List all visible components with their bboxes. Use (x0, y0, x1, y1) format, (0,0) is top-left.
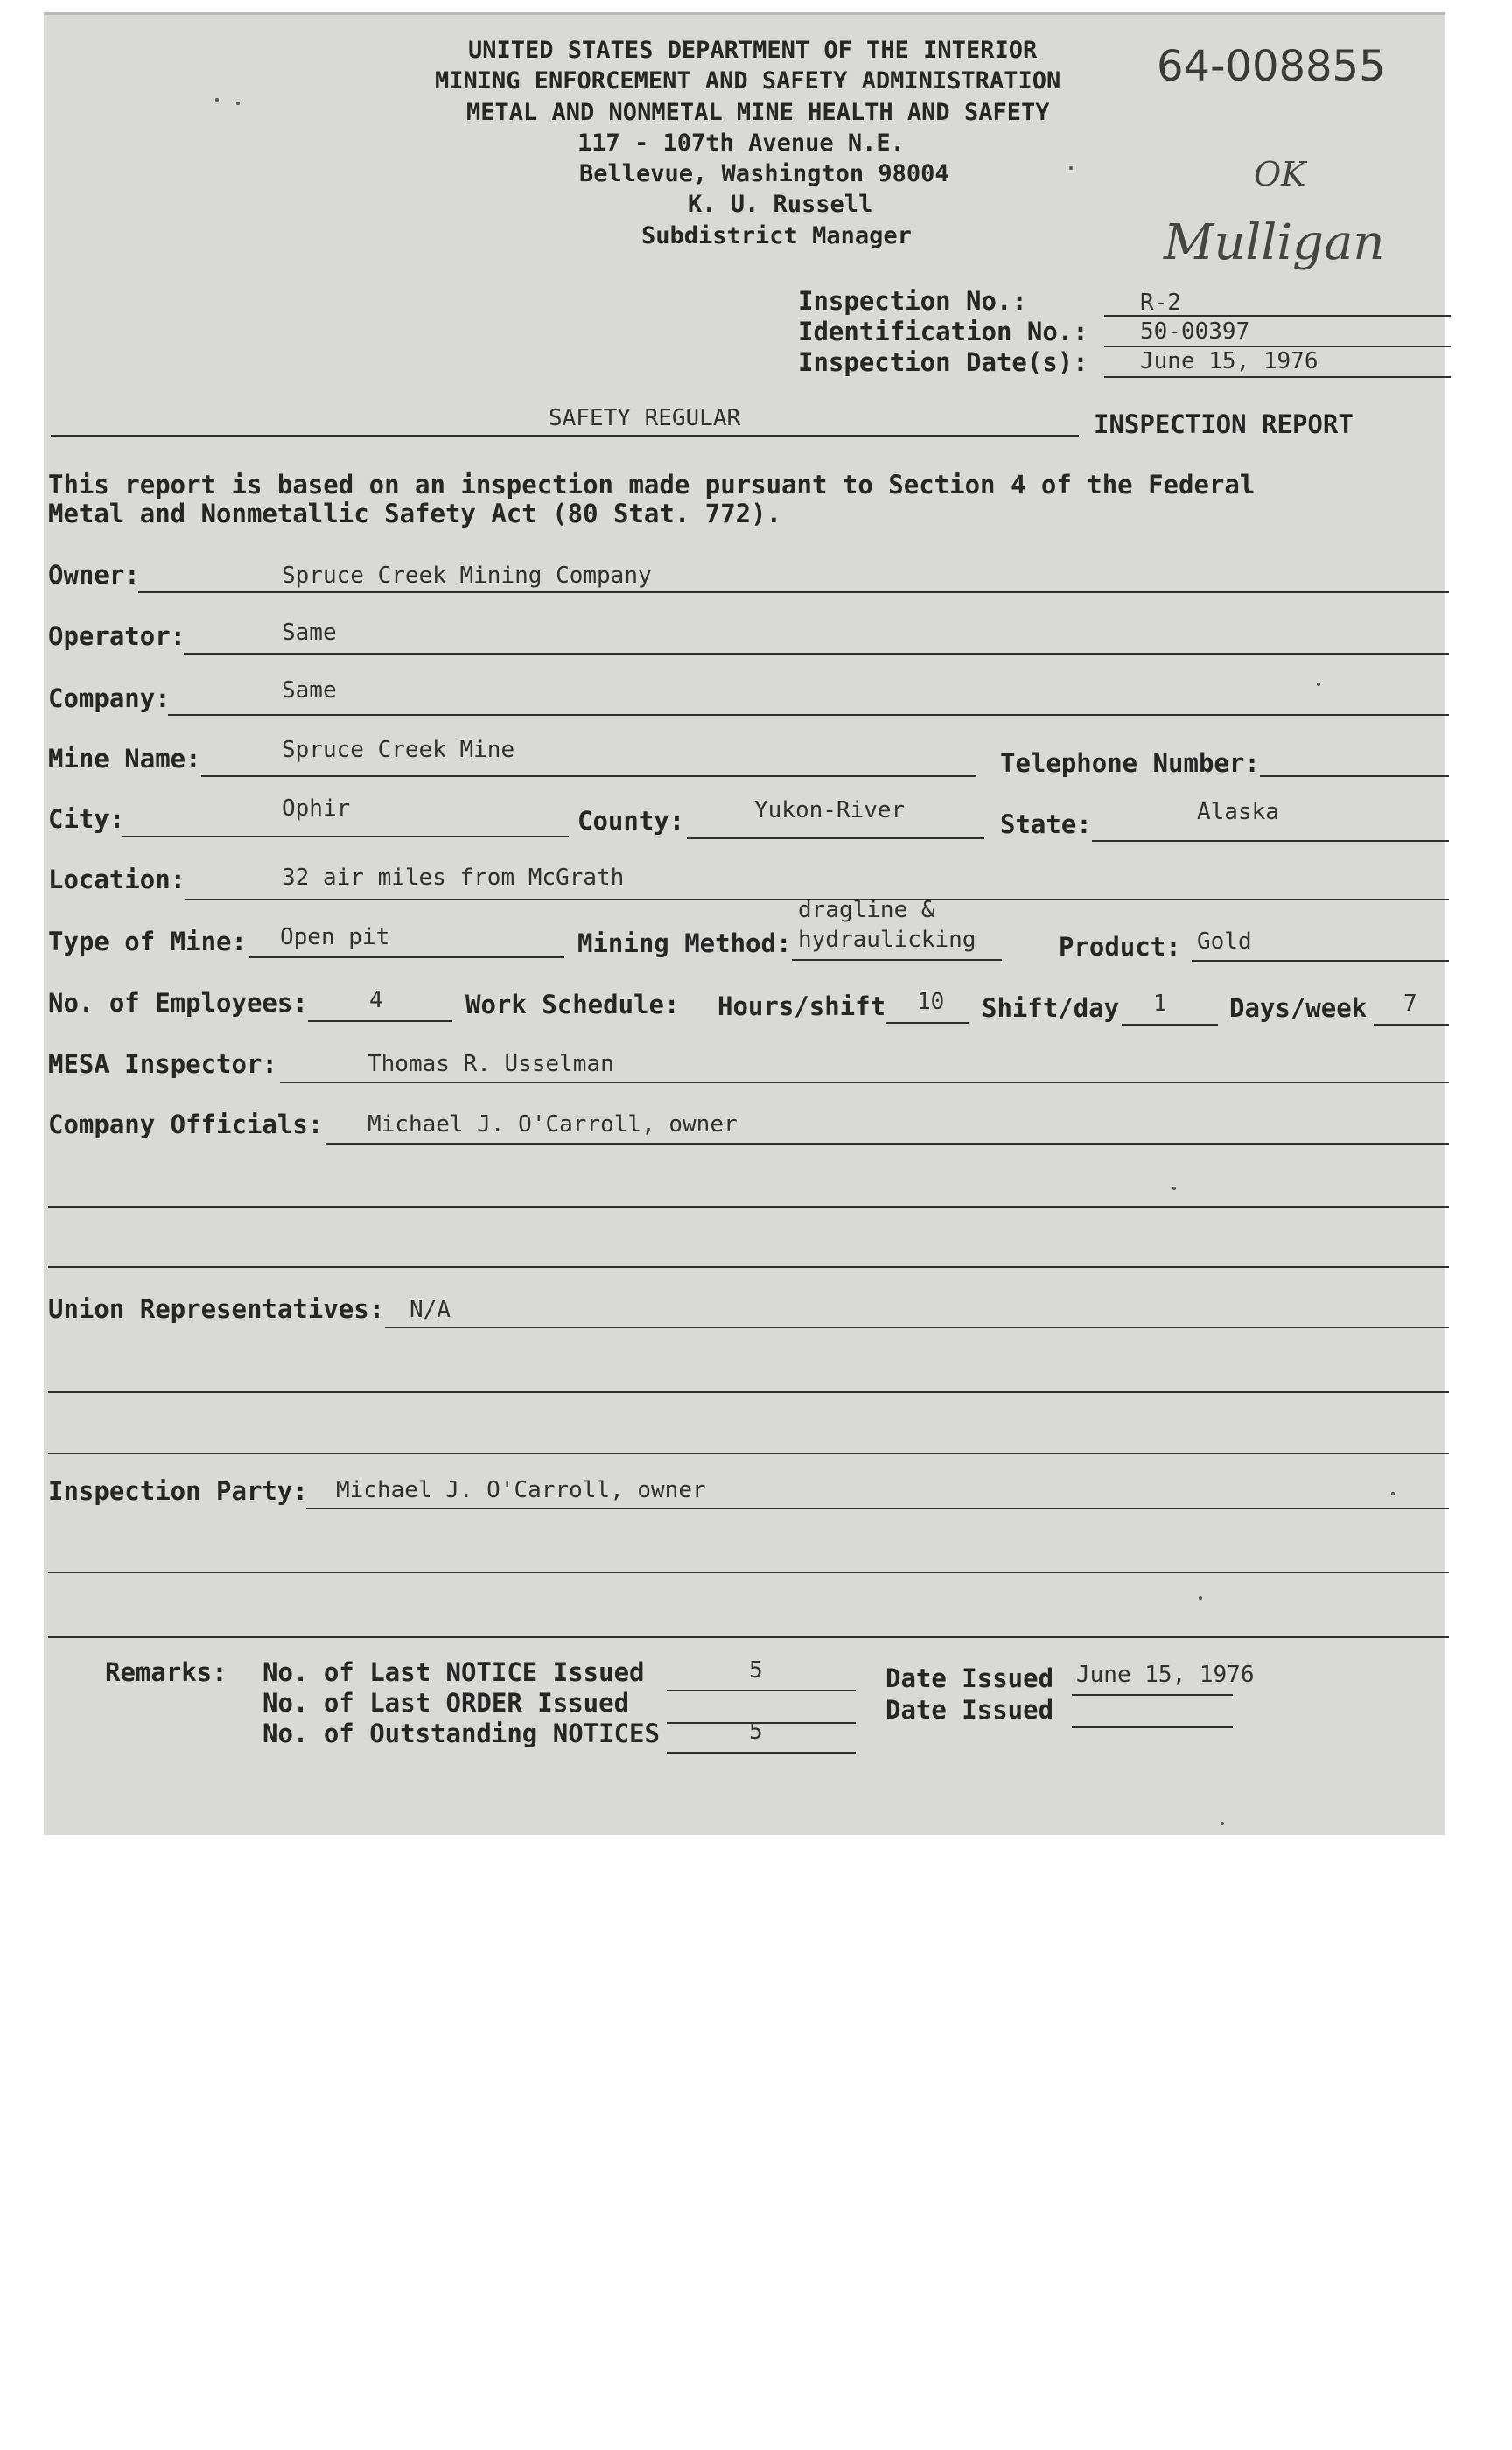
header-line-administration: MINING ENFORCEMENT AND SAFETY ADMINISTRATION (435, 67, 1061, 94)
report-type-line (51, 435, 1079, 437)
scan-speck (1391, 1492, 1395, 1495)
county-label: County: (578, 806, 685, 836)
scan-speck (236, 102, 240, 105)
shifts-per-day-value: 1 (1153, 990, 1167, 1017)
company-label: Company: (48, 683, 171, 713)
handwritten-name: Mulligan (1164, 214, 1385, 271)
header-line-department: UNITED STATES DEPARTMENT OF THE INTERIOR (468, 37, 1038, 64)
last-notice-line (667, 1690, 856, 1691)
outstanding-notices-label: No. of Outstanding NOTICES (262, 1718, 660, 1748)
county-line (687, 837, 984, 839)
scan-speck (215, 98, 219, 102)
header-line-city: Bellevue, Washington 98004 (579, 160, 949, 187)
inspection-party-value: Michael J. O'Carroll, owner (336, 1477, 706, 1503)
days-per-week-value: 7 (1404, 990, 1418, 1017)
hours-per-shift-label: Hours/shift (718, 991, 886, 1021)
employees-label: No. of Employees: (48, 988, 308, 1018)
inspection-date-value: June 15, 1976 (1140, 348, 1319, 374)
last-notice-label: No. of Last NOTICE Issued (262, 1657, 645, 1687)
header-line-manager-name: K. U. Russell (688, 191, 873, 218)
product-value: Gold (1197, 928, 1252, 955)
scan-speck (1221, 1822, 1224, 1825)
handwritten-document-number: 64-008855 (1157, 42, 1386, 91)
type-of-mine-value: Open pit (280, 924, 390, 950)
scan-speck (1069, 166, 1073, 170)
state-value: Alaska (1197, 799, 1279, 825)
product-line (1192, 960, 1449, 962)
hours-per-shift-line (886, 1022, 969, 1024)
company-officials-value: Michael J. O'Carroll, owner (368, 1111, 738, 1138)
intro-text-line-2: Metal and Nonmetallic Safety Act (80 Stat. 772). (48, 499, 782, 528)
handwritten-ok: OK (1254, 155, 1306, 193)
outstanding-notices-value: 5 (749, 1718, 763, 1745)
union-representatives-value: N/A (410, 1297, 451, 1323)
owner-line (138, 592, 1449, 593)
state-label: State: (1000, 809, 1092, 839)
identification-number-line (1104, 346, 1451, 347)
mesa-inspector-line (280, 1082, 1449, 1083)
mine-name-label: Mine Name: (48, 744, 201, 774)
city-line (122, 836, 569, 837)
operator-label: Operator: (48, 621, 186, 651)
type-of-mine-label: Type of Mine: (48, 927, 247, 956)
owner-label: Owner: (48, 560, 140, 590)
header-line-address: 117 - 107th Avenue N.E. (578, 130, 905, 157)
inspection-party-line (306, 1508, 1449, 1509)
order-date-issued-line (1072, 1726, 1233, 1728)
scan-speck (1172, 1186, 1176, 1190)
telephone-line (1260, 775, 1449, 777)
mesa-inspector-label: MESA Inspector: (48, 1049, 277, 1079)
hours-per-shift-value: 10 (917, 989, 945, 1015)
product-label: Product: (1059, 932, 1181, 962)
company-officials-label: Company Officials: (48, 1110, 324, 1139)
mine-name-line (201, 775, 976, 777)
union-representatives-line-2 (48, 1391, 1449, 1393)
order-date-issued-label: Date Issued (886, 1695, 1054, 1725)
identification-number-value: 50-00397 (1140, 318, 1250, 345)
report-type: SAFETY REGULAR (549, 405, 741, 431)
remarks-label: Remarks: (105, 1657, 228, 1687)
mining-method-value-line-1: dragline & (798, 897, 935, 923)
last-order-label: No. of Last ORDER Issued (262, 1688, 630, 1718)
outstanding-notices-line (667, 1752, 856, 1754)
shifts-per-day-label: Shift/day (982, 993, 1120, 1023)
last-notice-value: 5 (749, 1657, 763, 1684)
notice-date-issued-label: Date Issued (886, 1663, 1054, 1693)
inspection-number-label: Inspection No.: (798, 286, 1027, 316)
mining-method-line (792, 959, 1002, 961)
identification-number-label: Identification No.: (798, 317, 1088, 346)
inspection-number-value: R-2 (1140, 290, 1181, 316)
employees-line (308, 1020, 452, 1022)
company-officials-line-2 (48, 1206, 1449, 1208)
company-value: Same (282, 677, 337, 704)
inspection-party-label: Inspection Party: (48, 1476, 308, 1506)
report-title: INSPECTION REPORT (1094, 410, 1354, 439)
intro-text-line-1: This report is based on an inspection made pursuant to Section 4 of the Federal (48, 470, 1256, 500)
scan-speck (1199, 1596, 1202, 1600)
inspection-date-label: Inspection Date(s): (798, 347, 1088, 377)
notice-date-issued-value: June 15, 1976 (1076, 1662, 1255, 1688)
city-value: Ophir (282, 795, 351, 822)
days-per-week-line (1374, 1024, 1449, 1026)
city-label: City: (48, 804, 125, 834)
company-line (168, 714, 1449, 716)
location-value: 32 air miles from McGrath (282, 864, 625, 891)
header-line-division: METAL AND NONMETAL MINE HEALTH AND SAFETY (466, 99, 1050, 126)
operator-line (184, 653, 1449, 654)
mine-name-value: Spruce Creek Mine (282, 737, 515, 763)
union-representatives-line (385, 1326, 1449, 1328)
inspection-date-line (1104, 376, 1451, 378)
work-schedule-label: Work Schedule: (466, 990, 680, 1019)
state-line (1092, 840, 1449, 842)
mesa-inspector-value: Thomas R. Usselman (368, 1051, 614, 1077)
company-officials-line-3 (48, 1266, 1449, 1268)
county-value: Yukon-River (754, 797, 906, 823)
mining-method-value-line-2: hydraulicking (798, 927, 976, 953)
owner-value: Spruce Creek Mining Company (282, 563, 652, 589)
union-representatives-line-3 (48, 1452, 1449, 1454)
telephone-label: Telephone Number: (1000, 748, 1260, 778)
union-representatives-label: Union Representatives: (48, 1294, 385, 1324)
days-per-week-label: Days/week (1229, 993, 1368, 1023)
scanned-document-page (44, 12, 1446, 1835)
employees-value: 4 (369, 987, 383, 1013)
notice-date-issued-line (1072, 1694, 1233, 1696)
operator-value: Same (282, 620, 337, 646)
header-line-manager-title: Subdistrict Manager (641, 222, 912, 249)
inspection-party-line-3 (48, 1636, 1449, 1638)
type-of-mine-line (249, 956, 564, 958)
company-officials-line (326, 1143, 1449, 1144)
inspection-party-line-2 (48, 1572, 1449, 1573)
mining-method-label: Mining Method: (578, 928, 792, 958)
scan-speck (1317, 682, 1320, 686)
shifts-per-day-line (1122, 1024, 1218, 1026)
location-label: Location: (48, 864, 186, 894)
inspection-number-line (1104, 315, 1451, 317)
